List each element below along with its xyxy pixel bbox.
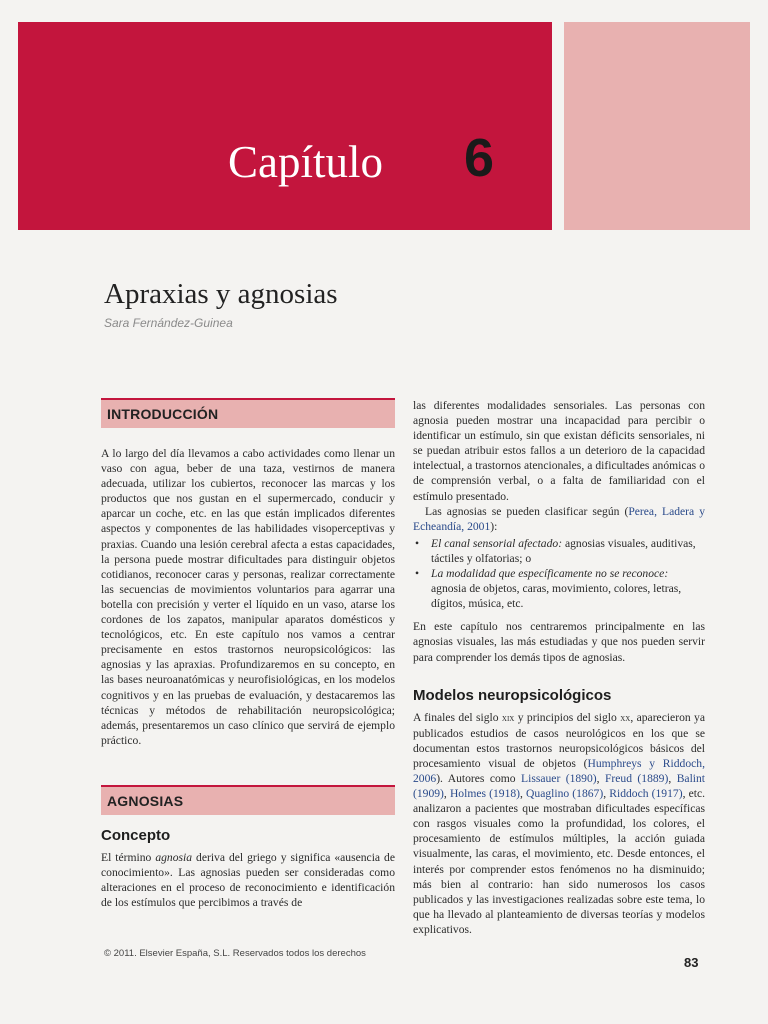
citation-link[interactable]: Perea, Ladera y Echeandía, 2001 (413, 504, 705, 533)
text-run: deriva del griego y significa «ausencia de conocimiento». Las agnosias pueden ser consideradas como alteraciones en el proceso de reconocimiento e identificación de los estímulos que percibimos a través de (101, 850, 395, 910)
modelos-paragraph (413, 710, 705, 937)
classification-list (413, 536, 705, 611)
text-run: , etc. analizaron a pacientes que mostraban dificultades específicas con rasgos visuales como la profundidad, los colores, el procesamiento de estímulos múltiples, la acción guiada visualmente, las caras, el movimiento, etc. Desde entonces, el interés por comprender estos fenómenos no ha disminuido; más bien al contrario: han sido numerosos los casos publicados y las investigaciones realizadas sobre este tema, lo que ha llevado al planteamiento de diversas teorías y modelos explicativos. (413, 787, 705, 936)
citation-link[interactable]: Quaglino (1867) (526, 787, 604, 801)
chapter-bar-right (504, 126, 507, 190)
right-paragraph-3: En este capítulo nos centraremos principalmente en las agnosias visuales, las más estudiadas y que nos pueden servir para comprender los demás tipos de agnosias. (413, 620, 705, 664)
list-item (413, 536, 705, 566)
chapter-number-box (438, 126, 520, 190)
citation-link[interactable]: Riddoch (1917) (609, 787, 683, 801)
century-numeral: xx (620, 712, 631, 724)
chapter-title: Apraxias y agnosias (104, 278, 338, 310)
left-column (101, 398, 395, 910)
citation-link[interactable]: Balint (1909) (413, 771, 706, 801)
text-run: A finales del siglo (413, 710, 502, 724)
chapter-label: Capítulo (228, 137, 383, 187)
text-run: , (596, 771, 605, 785)
chapter-number: 6 (463, 128, 495, 188)
text-run: ): (490, 519, 498, 533)
citation-link[interactable]: Humphreys y Riddoch, 2006 (413, 756, 705, 785)
page-number: 83 (684, 955, 699, 970)
subheading-concepto: Concepto (101, 826, 171, 844)
text-run: y principios del siglo (514, 710, 621, 724)
bullet-text: agnosia de objetos, caras, movimiento, colores, letras, dígitos, música, etc. (431, 582, 682, 611)
text-run: , aparecieron ya publicados estudios de casos neurológicos en los que se documentan estos trastornos neuropsicológicos básicos del procesamiento visual de objetos ( (413, 710, 705, 770)
bullet-lead: El canal sensorial afectado: (431, 536, 563, 550)
right-paragraph-1: las diferentes modalidades sensoriales. Las personas con agnosia pueden mostrar una incapacidad para percibir o identificar un estímulo, sin que existan déficits sensoriales, ni se puedan atribuir estos fallos a un deterioro de la capacidad intelectual, a trastornos atencionales, a dificultades anómicas o de comprensión verbal, o a falta de familiaridad con el estímulo presentado. (413, 399, 705, 503)
text-run: El término (101, 850, 156, 864)
copyright-footer: © 2011. Elsevier España, S.L. Reservados todos los derechos (104, 948, 366, 959)
citation-link[interactable]: Holmes (1918) (449, 787, 521, 801)
subheading-modelos: Modelos neuropsicológicos (413, 686, 612, 704)
citation-link[interactable]: Freud (1889) (604, 771, 669, 785)
bullet-text: agnosias visuales, auditivas, táctiles y olfatorias; o (431, 536, 696, 565)
author-name: Sara Fernández-Guinea (104, 316, 233, 330)
text-run: Las agnosias se pueden clasificar según ( (425, 504, 629, 518)
intro-paragraph: A lo largo del día llevamos a cabo actividades como llenar un vaso con agua, beber de una taza, vestirnos de manera adecuada, utilizar los cubiertos, reconocer las marcas y los productos que nos gustan en el supermercado, conducir y aparcar un coche, etc. en las que están implicados diferentes aspectos y componentes de las habilidades visoperceptivas y praxias. Cuando una lesión cerebral afecta a estas capacidades, la persona puede mostrar dificultades para distinguir objetos cotidianos, reconocer caras y personas, realizar correctamente las secuencias de movimientos voluntarios para agarrar una botella con precisión y verter el líquido en un vaso, atarse los cordones de los zapatos, manipular aparatos domésticos y tecnológicos, etc. En este capítulo nos vamos a centrar precisamente en estos trastornos neuropsicológicos: las agnosias y las apraxias. Profundizaremos en su concepto, en las bases neuroanatómicas y neurofisiológicas, en los modelos cognitivos y en las pruebas de evaluación, y destacaremos las técnicas y métodos de rehabilitación neuropsicológica; además, presentaremos un caso clínico que servirá de ejemplo práctico. (101, 447, 395, 747)
text-run: , (603, 787, 610, 801)
list-item (413, 566, 705, 611)
term-agnosia: agnosia (155, 850, 193, 864)
right-column (413, 398, 705, 937)
text-run: , (443, 787, 450, 801)
text-run: , (668, 771, 677, 785)
right-paragraph-2 (413, 504, 705, 534)
concepto-paragraph (101, 850, 395, 910)
bullet-lead: La modalidad que específicamente no se reconoce: (431, 567, 669, 581)
century-numeral: xix (501, 712, 515, 724)
citation-link[interactable]: Lissauer (1890) (521, 771, 597, 785)
chapter-side-band (564, 22, 750, 230)
text-run: , (520, 787, 527, 801)
section-heading-introduccion: INTRODUCCIÓN (101, 398, 395, 428)
text-run: ). Autores como (436, 771, 522, 785)
section-heading-agnosias: AGNOSIAS (101, 785, 395, 815)
